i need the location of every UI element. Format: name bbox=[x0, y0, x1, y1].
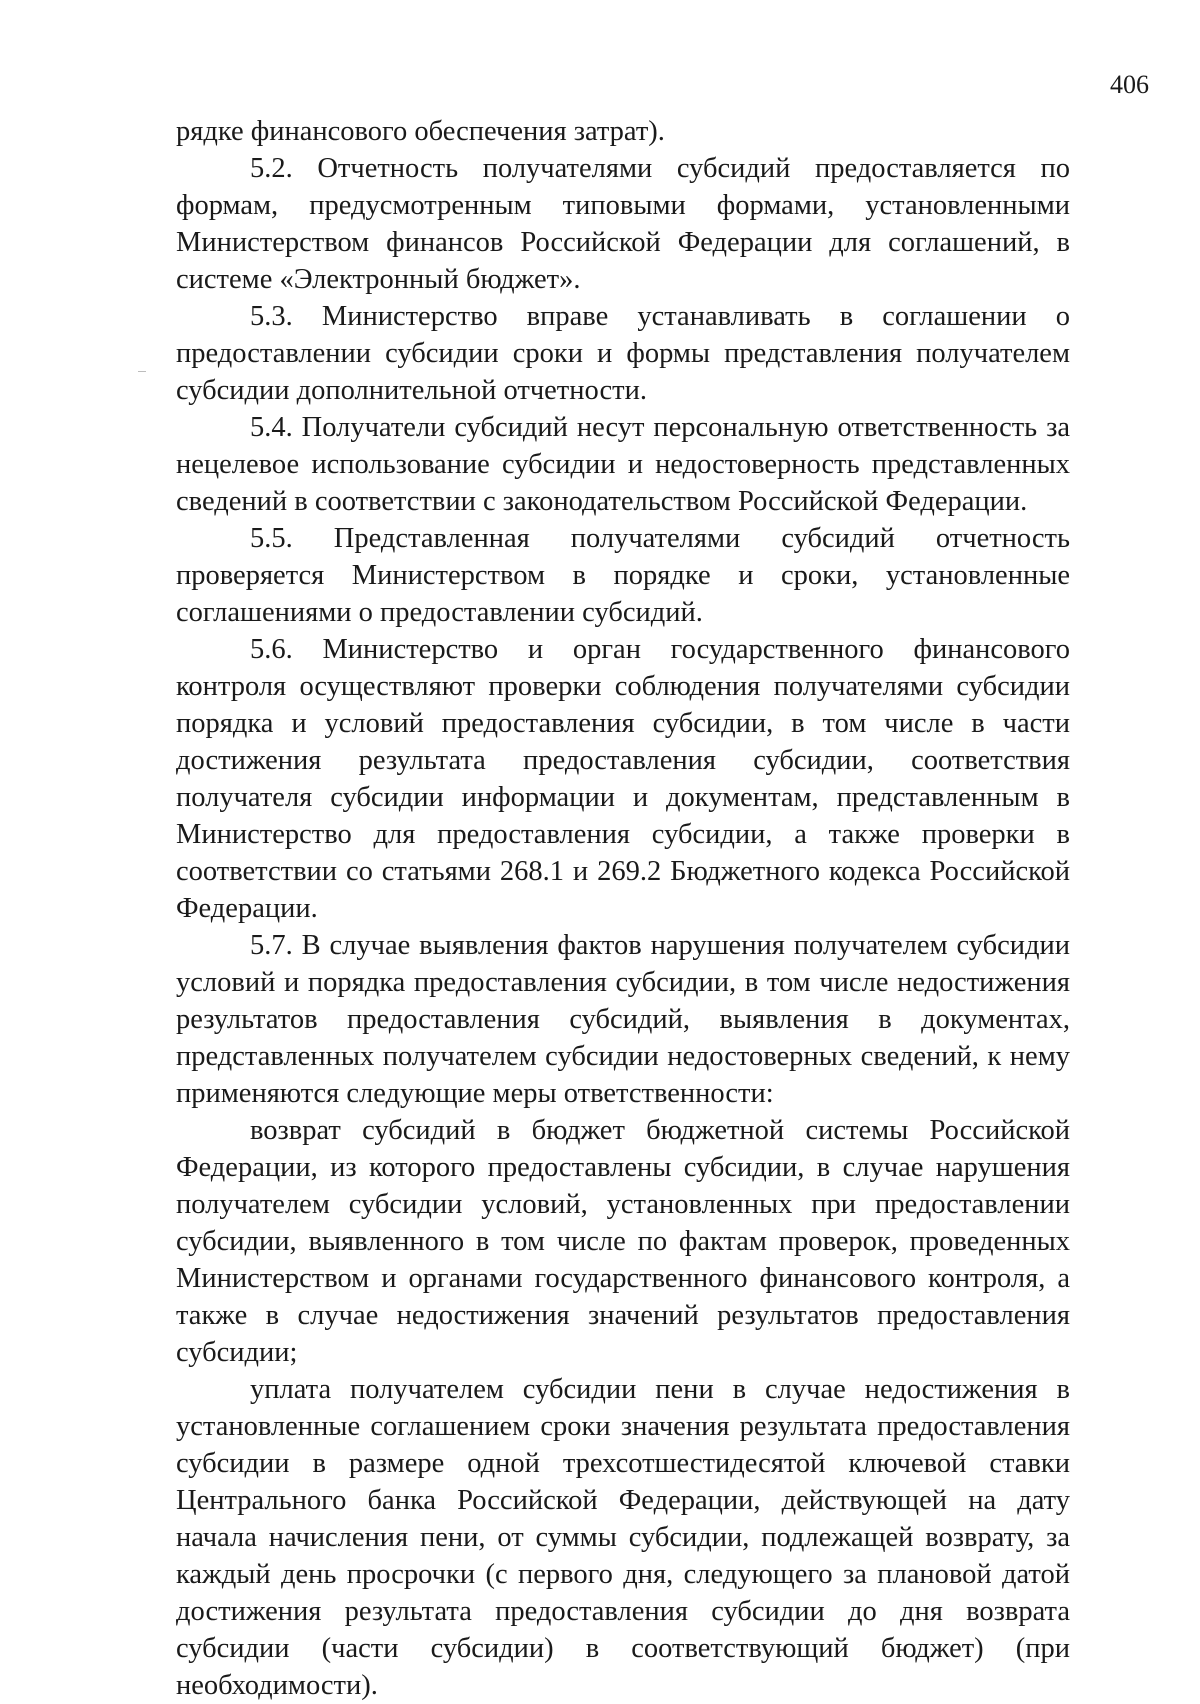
paragraph-5-6: 5.6. Министерство и орган государственного финансового контроля осуществляют проверки соблюдения получателями субсидии порядка и условий предоставления субсидии, в том числе в части достижения результата предоставления субсидии, соответствия получателя субсидии информации и документам, представленным в Министерство для предоставления субсидии, а также проверки в соответствии со статьями 268.1 и 269.2 Бюджетного кодекса Российской Федерации. bbox=[176, 634, 1070, 924]
paragraph-refund-subsidy: возврат субсидий в бюджет бюджетной системы Российской Федерации, из которого предоставлены субсидии, в случае нарушения получателем субсидии условий, установленных при предоставлении субсидии, выявленного в том числе по фактам проверок, проведенных Министерством и органами государственного финансового контроля, а также в случае недостижения значений результатов предоставления субсидии; bbox=[176, 1115, 1070, 1368]
paragraph-5-7: 5.7. В случае выявления фактов нарушения получателем субсидии условий и порядка предоставления субсидии, в том числе недостижения результатов предоставления субсидий, выявления в документах, представленных получателем субсидии недостоверных сведений, к нему применяются следующие меры ответственности: bbox=[176, 930, 1070, 1109]
page-number: 406 bbox=[1110, 70, 1149, 99]
scan-mark bbox=[138, 371, 146, 372]
paragraph-5-5: 5.5. Представленная получателями субсидий отчетность проверяется Министерством в порядке и сроки, установленные соглашениями о предоставлении субсидий. bbox=[176, 523, 1070, 628]
paragraph-penalty-payment: уплата получателем субсидии пени в случае недостижения в установленные соглашением сроки значения результата предоставления субсидии в размере одной трехсотшестидесятой ключевой ставки Центрального банка Российской Федерации, действующей на дату начала начисления пени, от суммы субсидии, подлежащей возврату, за каждый день просрочки (с первого дня, следующего за плановой датой достижения результата предоставления субсидии до дня возврата субсидии (части субсидии) в соответствующий бюджет) (при необходимости). bbox=[176, 1374, 1070, 1701]
document-body bbox=[176, 113, 1070, 1704]
paragraph-5-3: 5.3. Министерство вправе устанавливать в соглашении о предоставлении субсидии сроки и формы представления получателем субсидии дополнительной отчетности. bbox=[176, 301, 1070, 406]
paragraph-5-4: 5.4. Получатели субсидий несут персональную ответственность за нецелевое использование субсидии и недостоверность представленных сведений в соответствии с законодательством Российской Федерации. bbox=[176, 412, 1070, 517]
paragraph-continuation: рядке финансового обеспечения затрат). bbox=[176, 116, 665, 147]
paragraph-5-2: 5.2. Отчетность получателями субсидий предоставляется по формам, предусмотренным типовыми формами, установленными Министерством финансов Российской Федерации для соглашений, в системе «Электронный бюджет». bbox=[176, 153, 1070, 295]
